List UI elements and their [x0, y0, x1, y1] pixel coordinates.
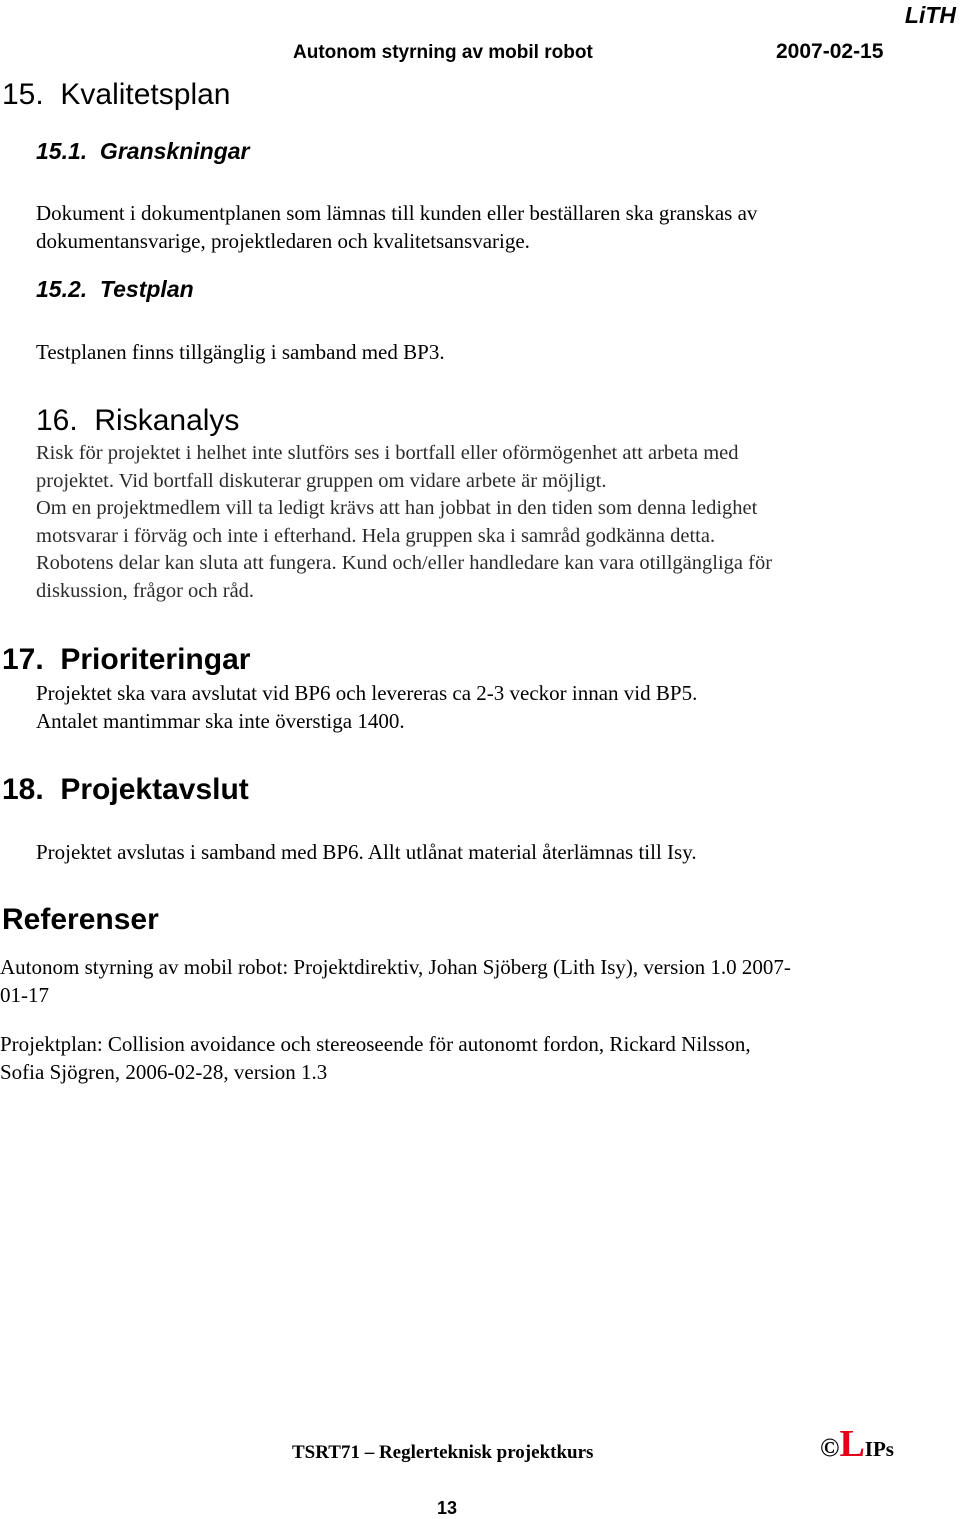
- text-line: Projektet ska vara avslutat vid BP6 och levereras ca 2-3 veckor innan vid BP5.: [36, 681, 698, 705]
- text-line: Robotens delar kan sluta att fungera. Kund och/eller handledare kan vara otillgängliga för: [36, 552, 773, 574]
- copyright-symbol: ©: [820, 1433, 840, 1462]
- heading-15-2: 15.2. Testplan: [36, 276, 194, 302]
- text-line: dokumentansvarige, projektledaren och kvalitetsansvarige.: [36, 229, 530, 253]
- text-line: diskussion, frågor och råd.: [36, 579, 255, 602]
- header-date: 2007-02-15: [776, 40, 884, 63]
- text-line: Sofia Sjögren, 2006-02-28, version 1.3: [0, 1060, 328, 1084]
- text-line: Dokument i dokumentplanen som lämnas till kunden eller beställaren ska granskas av: [36, 201, 758, 225]
- text-line: 01-17: [0, 983, 49, 1007]
- text-line: Antalet mantimmar ska inte överstiga 1400.: [36, 709, 405, 733]
- text-line: Om en projektmedlem vill ta ledigt krävs att han jobbat in den tiden som denna ledighet: [36, 497, 758, 519]
- text-line: Risk för projektet i helhet inte slutförs ses i bortfall eller oförmögenhet att arbeta med: [36, 442, 739, 464]
- heading-15-1: 15.1. Granskningar: [36, 138, 250, 164]
- logo-text: IPs: [864, 1437, 894, 1461]
- lips-logo: [820, 1422, 894, 1471]
- para-15-2: [36, 338, 445, 366]
- header-title: Autonom styrning av mobil robot: [293, 42, 593, 63]
- footer-course: TSRT71 – Reglerteknisk projektkurs: [292, 1442, 594, 1463]
- heading-15: 15. Kvalitetsplan: [2, 78, 231, 111]
- para-16: [36, 440, 772, 605]
- heading-16: 16. Riskanalys: [36, 404, 240, 437]
- logo-letter-l: L: [839, 1423, 865, 1465]
- heading-references: Referenser: [2, 903, 159, 936]
- para-18: [36, 838, 697, 866]
- page-number: 13: [437, 1498, 458, 1518]
- heading-18: 18. Projektavslut: [2, 773, 249, 806]
- heading-17: 17. Prioriteringar: [2, 643, 251, 676]
- para-17: [36, 679, 697, 735]
- text-line: Projektet avslutas i samband med BP6. Allt utlånat material återlämnas till Isy.: [36, 840, 697, 864]
- reference-2: [0, 1030, 751, 1086]
- text-line: Autonom styrning av mobil robot: Projektdirektiv, Johan Sjöberg (Lith Isy), version 1.0 2007-: [0, 955, 791, 979]
- reference-1: [0, 953, 791, 1009]
- text-line: Testplanen finns tillgänglig i samband med BP3.: [36, 340, 445, 364]
- text-line: projektet. Vid bortfall diskuterar gruppen om vidare arbete är möjligt.: [36, 469, 607, 492]
- para-15-1: [36, 199, 757, 255]
- text-line: Projektplan: Collision avoidance och stereoseende för autonomt fordon, Rickard Nilsson,: [0, 1032, 751, 1056]
- header-org: LiTH: [904, 2, 956, 28]
- text-line: motsvarar i förväg och inte i efterhand. Hela gruppen ska i samråd godkänna detta.: [36, 524, 716, 547]
